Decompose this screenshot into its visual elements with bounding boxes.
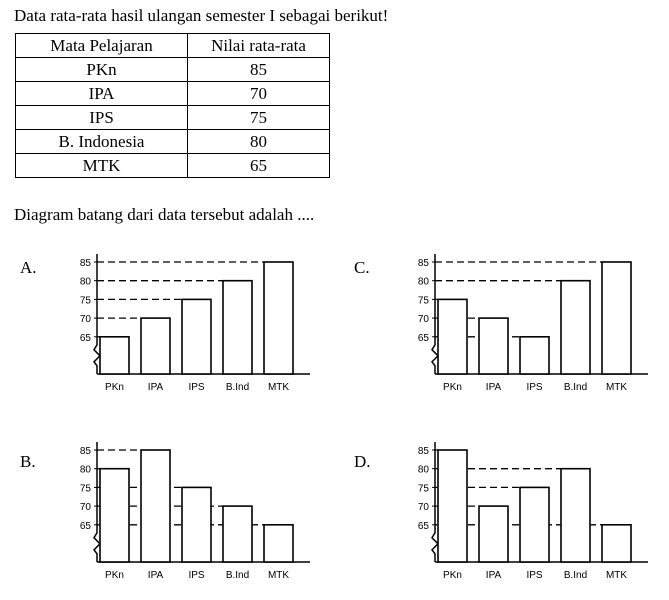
question-text: Diagram batang dari data tersebut adalah .... xyxy=(14,205,315,224)
chart-option-b xyxy=(60,438,310,583)
bar xyxy=(602,525,631,562)
bar xyxy=(438,299,467,374)
table-cell-value: 75 xyxy=(188,106,330,130)
y-tick-label: 65 xyxy=(417,332,429,344)
y-axis xyxy=(94,254,100,374)
bar xyxy=(100,469,129,562)
chart-option-a xyxy=(60,250,310,395)
x-category-label: PKn xyxy=(443,382,462,393)
table-cell-value: 70 xyxy=(188,82,330,106)
bar xyxy=(479,506,508,562)
bar xyxy=(561,281,590,374)
table-cell-subject: MTK xyxy=(16,154,188,178)
x-category-label: B.Ind xyxy=(225,382,250,393)
x-category-label: MTK xyxy=(267,570,290,581)
table-row xyxy=(16,106,330,130)
bar xyxy=(438,450,467,562)
bar xyxy=(602,262,631,374)
y-tick-label: 65 xyxy=(417,520,429,532)
table-cell-subject: IPA xyxy=(16,82,188,106)
table-cell-value: 85 xyxy=(188,58,330,82)
bar xyxy=(264,262,293,374)
y-tick-label: 70 xyxy=(417,314,429,326)
bar xyxy=(182,487,211,562)
table-cell-subject: B. Indonesia xyxy=(16,130,188,154)
x-category-label: IPS xyxy=(526,382,543,393)
bar xyxy=(100,337,129,374)
bar xyxy=(264,525,293,562)
x-category-label: B.Ind xyxy=(225,570,250,581)
y-tick-label: 80 xyxy=(417,276,429,288)
y-tick-label: 70 xyxy=(79,314,91,326)
bar xyxy=(479,318,508,374)
y-axis xyxy=(432,442,438,562)
table-cell-subject: IPS xyxy=(16,106,188,130)
x-category-label: B.Ind xyxy=(563,382,588,393)
bar xyxy=(520,337,549,374)
chart-option-d xyxy=(398,438,648,583)
table-header-subject: Mata Pelajaran xyxy=(16,34,188,58)
option-b-label: B. xyxy=(20,452,36,471)
y-tick-label: 70 xyxy=(417,502,429,514)
x-category-label: IPA xyxy=(147,570,164,581)
x-category-label: MTK xyxy=(605,570,628,581)
x-category-label: IPA xyxy=(147,382,164,393)
x-category-label: MTK xyxy=(267,382,290,393)
table-cell-value: 80 xyxy=(188,130,330,154)
y-tick-label: 75 xyxy=(417,483,429,495)
x-category-label: IPS xyxy=(188,382,205,393)
table-row xyxy=(16,82,330,106)
bar xyxy=(141,450,170,562)
table-row xyxy=(16,58,330,82)
y-tick-label: 75 xyxy=(417,295,429,307)
table-cell-value: 65 xyxy=(188,154,330,178)
y-tick-label: 80 xyxy=(79,276,91,288)
y-tick-label: 70 xyxy=(79,502,91,514)
bar xyxy=(223,281,252,374)
y-tick-label: 75 xyxy=(79,483,91,495)
bar xyxy=(561,469,590,562)
x-category-label: MTK xyxy=(605,382,628,393)
y-tick-label: 85 xyxy=(417,446,429,457)
bars xyxy=(100,450,293,562)
data-table xyxy=(15,33,330,178)
y-tick-label: 85 xyxy=(79,258,91,269)
x-category-label: B.Ind xyxy=(563,570,588,581)
y-tick-label: 65 xyxy=(79,332,91,344)
y-tick-label: 65 xyxy=(79,520,91,532)
table-header-row xyxy=(16,34,330,58)
y-tick-label: 80 xyxy=(79,464,91,476)
table-row xyxy=(16,154,330,178)
option-c-label: C. xyxy=(354,258,370,277)
table-header-average: Nilai rata-rata xyxy=(188,34,330,58)
table-row xyxy=(16,130,330,154)
table-cell-subject: PKn xyxy=(16,58,188,82)
y-tick-label: 75 xyxy=(79,295,91,307)
bars xyxy=(100,262,293,374)
x-category-label: IPS xyxy=(526,570,543,581)
option-d-label: D. xyxy=(354,452,371,471)
y-axis xyxy=(94,442,100,562)
chart-option-c xyxy=(398,250,648,395)
bar xyxy=(223,506,252,562)
y-tick-label: 80 xyxy=(417,464,429,476)
bar xyxy=(141,318,170,374)
y-tick-label: 85 xyxy=(79,446,91,457)
x-category-label: PKn xyxy=(105,570,124,581)
x-category-label: IPS xyxy=(188,570,205,581)
x-category-label: IPA xyxy=(485,382,502,393)
bars xyxy=(438,450,631,562)
option-a-label: A. xyxy=(20,258,37,277)
x-category-label: PKn xyxy=(105,382,124,393)
x-category-label: IPA xyxy=(485,570,502,581)
bars xyxy=(438,262,631,374)
intro-text: Data rata-rata hasil ulangan semester I sebagai berikut! xyxy=(14,6,389,25)
y-axis xyxy=(432,254,438,374)
bar xyxy=(520,487,549,562)
y-tick-label: 85 xyxy=(417,258,429,269)
bar xyxy=(182,299,211,374)
x-category-label: PKn xyxy=(443,570,462,581)
